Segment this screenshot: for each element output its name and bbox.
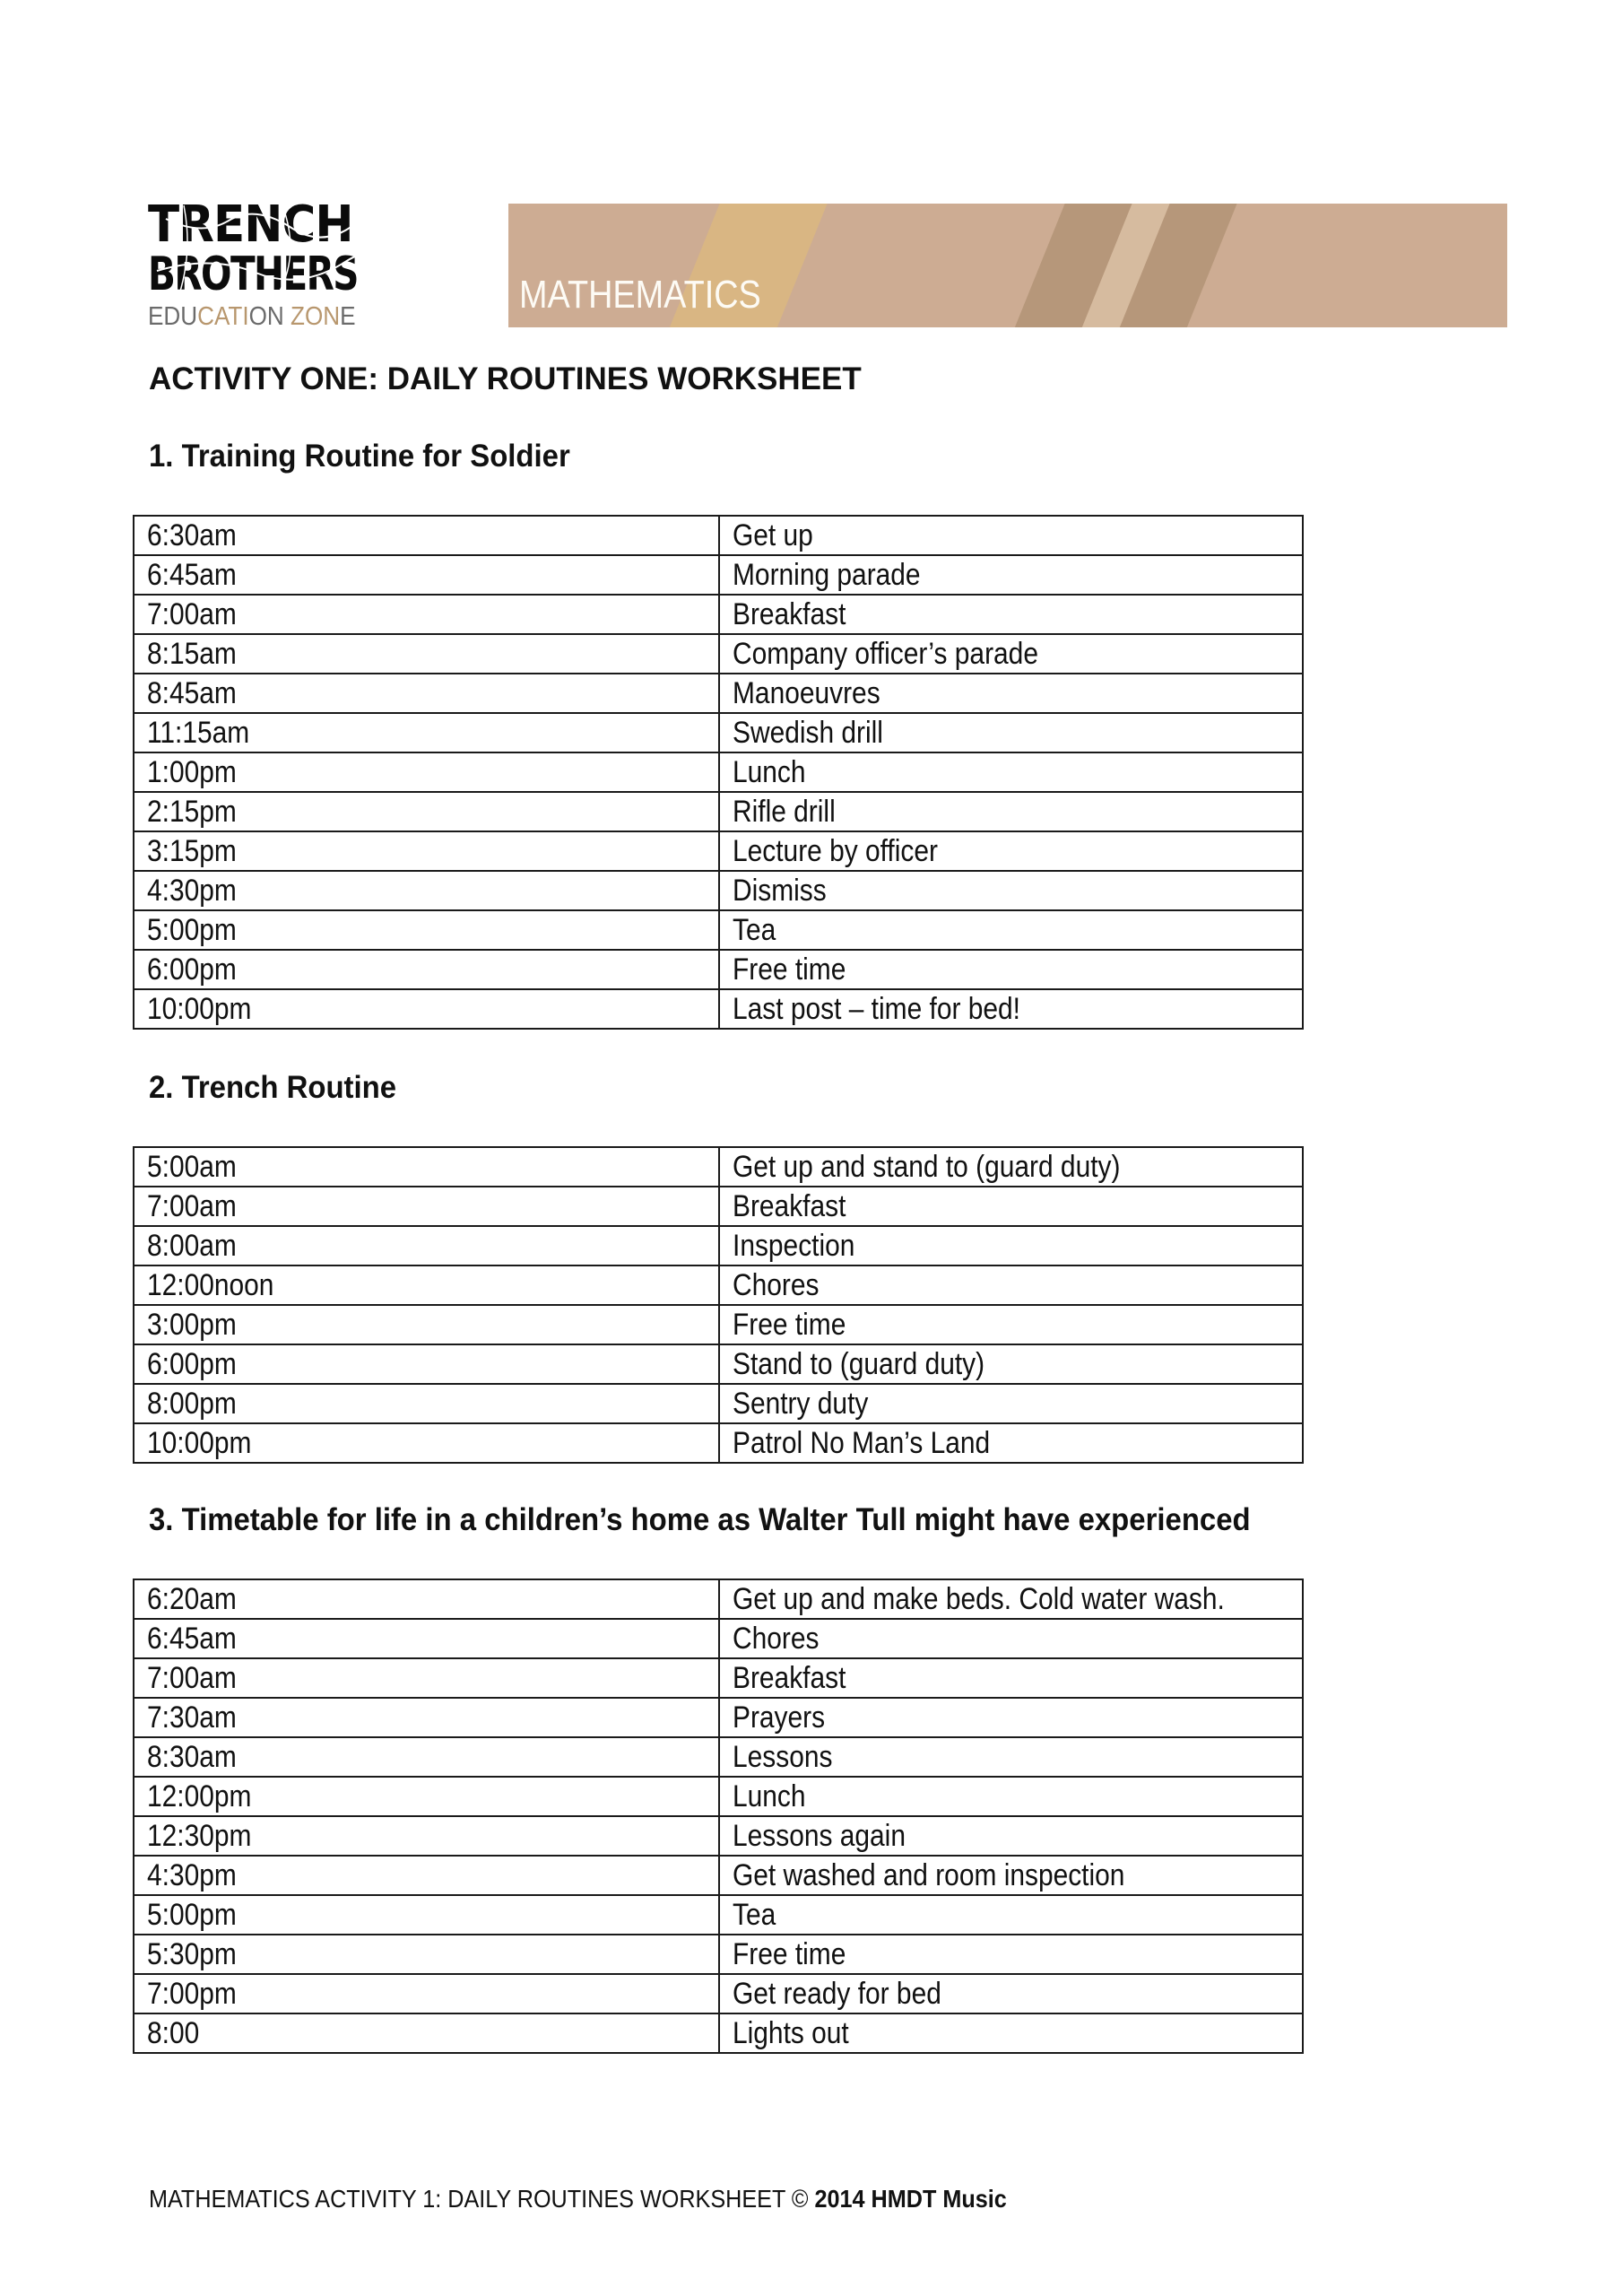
activity-text: Chores: [733, 1267, 820, 1302]
activity-text: Swedish drill: [733, 715, 883, 750]
activity-text: Company officer’s parade: [733, 636, 1038, 671]
time-cell: [134, 713, 719, 752]
time-cell: [134, 1423, 719, 1463]
time-cell: [134, 1935, 719, 1974]
activity-text: Lecture by officer: [733, 833, 938, 868]
time-text: 10:00pm: [147, 991, 252, 1026]
activity-cell: [719, 831, 1303, 871]
activity-text: Lunch: [733, 754, 806, 789]
time-text: 6:30am: [147, 517, 237, 552]
activity-cell: [719, 634, 1303, 674]
table-row: [134, 1698, 1303, 1737]
activity-text: Manoeuvres: [733, 675, 880, 710]
time-cell: [134, 1226, 719, 1265]
table-row: [134, 1344, 1303, 1384]
table-row: [134, 752, 1303, 792]
activity-text: Lights out: [733, 2015, 849, 2050]
logo-line-brothers: BROTHERS: [148, 248, 358, 301]
activity-text: Last post – time for bed!: [733, 991, 1020, 1026]
time-cell: [134, 1619, 719, 1658]
time-text: 1:00pm: [147, 754, 237, 789]
activity-cell: [719, 516, 1303, 555]
activity-text: Get up and stand to (guard duty): [733, 1149, 1121, 1184]
activity-cell: [719, 1147, 1303, 1187]
activity-text: Morning parade: [733, 557, 921, 592]
time-text: 8:30am: [147, 1739, 237, 1774]
time-text: 7:30am: [147, 1700, 237, 1735]
table-row: [134, 1856, 1303, 1895]
table-row: [134, 1384, 1303, 1423]
activity-cell: [719, 674, 1303, 713]
table-row: [134, 871, 1303, 910]
activity-cell: [719, 1226, 1303, 1265]
table-row: [134, 1226, 1303, 1265]
table-row: [134, 1935, 1303, 1974]
table-row: [134, 792, 1303, 831]
activity-text: Inspection: [733, 1228, 855, 1263]
table-row: [134, 1816, 1303, 1856]
time-text: 5:00pm: [147, 912, 237, 947]
activity-text: Get washed and room inspection: [733, 1857, 1125, 1892]
banner-title: MATHEMATICS: [519, 273, 761, 317]
time-text: 6:00pm: [147, 1346, 237, 1381]
time-cell: [134, 1344, 719, 1384]
page-footer: [149, 2185, 1007, 2213]
table-row: [134, 831, 1303, 871]
activity-cell: [719, 1384, 1303, 1423]
activity-cell: [719, 989, 1303, 1029]
activity-text: Prayers: [733, 1700, 826, 1735]
table-row: [134, 1305, 1303, 1344]
activity-text: Breakfast: [733, 1660, 846, 1695]
activity-cell: [719, 713, 1303, 752]
time-text: 6:45am: [147, 1621, 237, 1656]
activity-text: Chores: [733, 1621, 820, 1656]
table-row: [134, 555, 1303, 595]
time-cell: [134, 1384, 719, 1423]
time-text: 8:00: [147, 2015, 200, 2050]
footer-text: MATHEMATICS ACTIVITY 1: DAILY ROUTINES WORKSHEET ©: [149, 2185, 815, 2213]
activity-text: Get up: [733, 517, 813, 552]
time-cell: [134, 1579, 719, 1619]
time-cell: [134, 752, 719, 792]
time-text: 3:15pm: [147, 833, 237, 868]
activity-cell: [719, 910, 1303, 950]
time-text: 7:00am: [147, 1188, 237, 1223]
time-cell: [134, 1974, 719, 2013]
table-row: [134, 674, 1303, 713]
time-cell: [134, 792, 719, 831]
table-row: [134, 1147, 1303, 1187]
activity-cell: [719, 1658, 1303, 1698]
time-text: 7:00pm: [147, 1976, 237, 2011]
page-title: ACTIVITY ONE: DAILY ROUTINES WORKSHEET: [149, 361, 862, 396]
activity-cell: [719, 555, 1303, 595]
table-row: [134, 595, 1303, 634]
time-cell: [134, 831, 719, 871]
time-cell: [134, 1265, 719, 1305]
time-text: 8:00pm: [147, 1386, 237, 1421]
time-cell: [134, 595, 719, 634]
time-text: 8:15am: [147, 636, 237, 671]
activity-cell: [719, 950, 1303, 989]
table-row: [134, 910, 1303, 950]
time-cell: [134, 634, 719, 674]
time-text: 11:15am: [147, 715, 250, 750]
activity-cell: [719, 2013, 1303, 2053]
table-row: [134, 516, 1303, 555]
activity-text: Breakfast: [733, 1188, 846, 1223]
activity-cell: [719, 1305, 1303, 1344]
activity-text: Lunch: [733, 1779, 806, 1813]
time-cell: [134, 2013, 719, 2053]
time-cell: [134, 871, 719, 910]
time-text: 3:00pm: [147, 1307, 237, 1342]
activity-cell: [719, 1974, 1303, 2013]
schedule-table: [133, 515, 1304, 1030]
activity-text: Dismiss: [733, 873, 827, 908]
table-row: [134, 989, 1303, 1029]
table-row: [134, 1187, 1303, 1226]
table-row: [134, 1265, 1303, 1305]
activity-cell: [719, 1344, 1303, 1384]
time-cell: [134, 1777, 719, 1816]
time-text: 5:00pm: [147, 1897, 237, 1932]
time-text: 6:45am: [147, 557, 237, 592]
time-text: 5:30pm: [147, 1936, 237, 1971]
table-row: [134, 950, 1303, 989]
activity-cell: [719, 1579, 1303, 1619]
activity-cell: [719, 792, 1303, 831]
activity-text: Lessons again: [733, 1818, 906, 1853]
activity-text: Rifle drill: [733, 794, 836, 829]
section-heading: 1. Training Routine for Soldier: [149, 439, 570, 474]
activity-cell: [719, 1423, 1303, 1463]
table-row: [134, 1619, 1303, 1658]
section-heading: 2. Trench Routine: [149, 1070, 397, 1105]
activity-text: Stand to (guard duty): [733, 1346, 985, 1381]
table-row: [134, 1895, 1303, 1935]
table-row: [134, 1658, 1303, 1698]
time-text: 12:00noon: [147, 1267, 274, 1302]
time-cell: [134, 1658, 719, 1698]
time-text: 4:30pm: [147, 1857, 237, 1892]
time-text: 8:00am: [147, 1228, 237, 1263]
activity-cell: [719, 1816, 1303, 1856]
table-row: [134, 1423, 1303, 1463]
activity-text: Tea: [733, 1897, 776, 1932]
activity-cell: [719, 1698, 1303, 1737]
time-text: 6:00pm: [147, 952, 237, 987]
logo-line-trench: TRENCH: [148, 196, 353, 254]
activity-text: Get up and make beds. Cold water wash.: [733, 1581, 1225, 1616]
activity-cell: [719, 1895, 1303, 1935]
activity-text: Free time: [733, 952, 846, 987]
time-text: 8:45am: [147, 675, 237, 710]
activity-cell: [719, 595, 1303, 634]
trench-brothers-logo: [148, 196, 444, 332]
time-cell: [134, 910, 719, 950]
schedule-table: [133, 1146, 1304, 1464]
time-text: 2:15pm: [147, 794, 237, 829]
activity-cell: [719, 1265, 1303, 1305]
activity-cell: [719, 1187, 1303, 1226]
time-cell: [134, 555, 719, 595]
activity-text: Patrol No Man’s Land: [733, 1425, 991, 1460]
activity-cell: [719, 1737, 1303, 1777]
time-cell: [134, 1856, 719, 1895]
time-cell: [134, 1816, 719, 1856]
section-heading: 3. Timetable for life in a children’s home as Walter Tull might have experienced: [149, 1502, 1251, 1537]
activity-cell: [719, 1856, 1303, 1895]
time-text: 5:00am: [147, 1149, 237, 1184]
time-cell: [134, 1895, 719, 1935]
footer-copyright-holder: 2014 HMDT Music: [814, 2185, 1007, 2213]
time-text: 6:20am: [147, 1581, 237, 1616]
time-cell: [134, 1737, 719, 1777]
activity-text: Get ready for bed: [733, 1976, 941, 2011]
time-text: 7:00am: [147, 1660, 237, 1695]
table-row: [134, 2013, 1303, 2053]
time-text: 7:00am: [147, 596, 237, 631]
activity-cell: [719, 1777, 1303, 1816]
time-cell: [134, 674, 719, 713]
table-row: [134, 1777, 1303, 1816]
table-row: [134, 1737, 1303, 1777]
time-cell: [134, 1305, 719, 1344]
time-text: 4:30pm: [147, 873, 237, 908]
activity-text: Free time: [733, 1936, 846, 1971]
time-text: 12:30pm: [147, 1818, 252, 1853]
subject-banner: [508, 204, 1507, 327]
table-row: [134, 713, 1303, 752]
activity-cell: [719, 871, 1303, 910]
time-cell: [134, 950, 719, 989]
table-row: [134, 1974, 1303, 2013]
time-text: 12:00pm: [147, 1779, 252, 1813]
time-text: 10:00pm: [147, 1425, 252, 1460]
activity-text: Tea: [733, 912, 776, 947]
table-row: [134, 1579, 1303, 1619]
time-cell: [134, 1187, 719, 1226]
time-cell: [134, 1147, 719, 1187]
time-cell: [134, 989, 719, 1029]
schedule-table: [133, 1578, 1304, 2054]
activity-cell: [719, 1935, 1303, 1974]
activity-text: Free time: [733, 1307, 846, 1342]
logo-line-education-zone: EDUCATION ZONE: [148, 302, 356, 331]
activity-text: Sentry duty: [733, 1386, 869, 1421]
time-cell: [134, 1698, 719, 1737]
table-row: [134, 634, 1303, 674]
activity-text: Breakfast: [733, 596, 846, 631]
activity-text: Lessons: [733, 1739, 833, 1774]
activity-cell: [719, 752, 1303, 792]
time-cell: [134, 516, 719, 555]
activity-cell: [719, 1619, 1303, 1658]
